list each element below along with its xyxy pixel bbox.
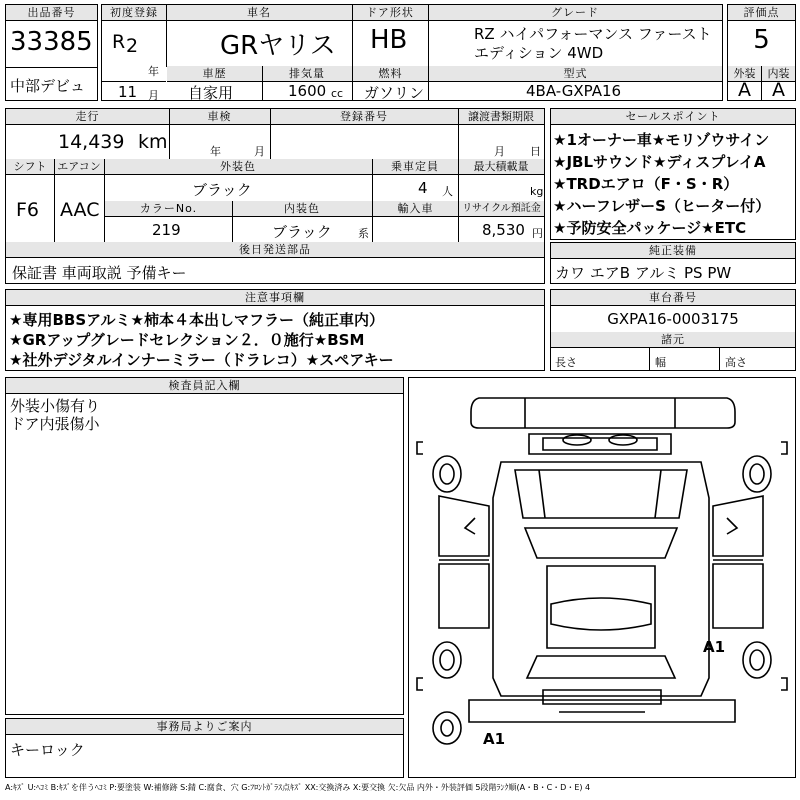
car-diagram <box>409 378 795 777</box>
history: 自家用 <box>188 84 234 102</box>
damage-mark-2: A1 <box>483 730 506 748</box>
lot-box <box>5 4 98 101</box>
transfer-month: 月 <box>494 145 505 158</box>
first-reg-label: 初度登録 <box>102 5 166 21</box>
sales-point-line-2: ★JBLサウンド★ディスプレイA <box>553 153 766 171</box>
mileage: 14,439 <box>58 131 125 153</box>
car-name-label: 車名 <box>166 5 352 21</box>
vehicle-detail-box <box>5 108 545 284</box>
reg-year: 2 <box>126 35 139 57</box>
displacement: 1600 <box>288 82 327 100</box>
ac: AAC <box>60 199 100 221</box>
chassis-label: 車台番号 <box>551 290 795 306</box>
sales-points-label: セールスポイント <box>551 109 795 125</box>
inspector-line-2: ドア内張傷小 <box>10 415 100 433</box>
ac-label: エアコン <box>54 159 104 175</box>
score: 5 <box>753 25 770 55</box>
transfer-label: 譲渡書類期限 <box>458 109 544 125</box>
inspection-label: 車検 <box>169 109 270 125</box>
capacity: 4 <box>418 179 428 197</box>
era: R <box>112 31 126 53</box>
later-parts: 保証書 車両取説 予備キー <box>12 264 187 282</box>
reg-no-label: 登録番号 <box>270 109 458 125</box>
interior-grade: A <box>772 79 785 101</box>
sales-points-box <box>550 108 796 240</box>
reg-month: 11 <box>118 83 138 101</box>
car-name: GRヤリス <box>220 31 336 61</box>
inspection-month: 月 <box>254 145 265 158</box>
inspector-line-1: 外装小傷有り <box>10 397 101 415</box>
lot-label: 出品番号 <box>6 5 97 21</box>
grade-line2: エディション 4WD <box>474 44 604 62</box>
displacement-unit: cc <box>331 87 344 100</box>
interior-label: 内装 <box>762 66 795 82</box>
note-line-3: ★社外デジタルインナーミラー（ドラレコ）★スペアキー <box>9 351 394 369</box>
exterior-label: 外装 <box>728 66 761 82</box>
notes-label: 注意事項欄 <box>6 290 544 306</box>
inspector-box <box>5 377 404 715</box>
import-label: 輸入車 <box>373 201 458 217</box>
office-text: キーロック <box>10 741 85 759</box>
office-label: 事務局よりご案内 <box>6 719 403 735</box>
recycle-fee: 8,530 <box>482 221 525 239</box>
fuel: ガソリン <box>364 84 425 102</box>
year-unit: 年 <box>148 65 159 78</box>
door-label: ドア形状 <box>352 5 428 21</box>
mileage-unit: km <box>138 131 168 153</box>
model-code: 4BA-GXPA16 <box>526 82 622 100</box>
recycle-label: リサイクル預託金 <box>459 201 544 217</box>
model-label: 型式 <box>429 66 722 82</box>
car-diagram-box <box>408 377 796 778</box>
equipment-box <box>550 242 796 284</box>
ext-color: ブラック <box>192 181 252 199</box>
legend: A:ｷｽﾞ U:ﾍｺﾐ B:ｷｽﾞを伴うﾍｺﾐ P:要塗装 W:補修跡 S:錆 C:腐食、穴 G:ﾌﾛﾝﾄｶﾞﾗｽ点ｷｽﾞ XX:交換済み X:要交換 欠:欠品 内外・外装評価 5段階ﾗﾝｸ順(A・B・C・D・E) 4 <box>5 783 591 792</box>
lot-number: 33385 <box>10 27 93 57</box>
sales-point-line-4: ★ハーフレザーS（ヒーター付） <box>553 197 771 215</box>
transfer-day: 日 <box>530 145 541 158</box>
length-label: 長さ <box>555 356 577 369</box>
note-line-1: ★専用BBSアルミ★柿本４本出しマフラー（純正車内） <box>9 311 384 329</box>
chassis-number: GXPA16-0003175 <box>607 310 739 328</box>
equipment: カワ エアB アルミ PS PW <box>555 264 732 282</box>
max-load-unit: kg <box>530 185 544 198</box>
color-no: 219 <box>152 221 181 239</box>
history-label: 車歴 <box>167 66 262 82</box>
shift-label: シフト <box>6 159 54 175</box>
notes-box <box>5 289 545 371</box>
int-color-label: 内装色 <box>232 201 372 217</box>
later-parts-label: 後日発送部品 <box>6 242 544 258</box>
score-label: 評価点 <box>728 5 795 21</box>
sales-point-line-1: ★1オーナー車★モリゾウサイン <box>553 131 770 149</box>
month-unit: 月 <box>148 89 159 102</box>
grade-label: グレード <box>428 5 722 21</box>
inspector-label: 検査員記入欄 <box>6 378 403 394</box>
displacement-label: 排気量 <box>262 66 352 82</box>
note-line-2: ★GRアップグレードセレクション２．０施行★BSM <box>9 331 365 349</box>
capacity-unit: 人 <box>442 185 453 198</box>
exterior-grade: A <box>738 79 751 101</box>
office-box <box>5 718 404 778</box>
equipment-label: 純正装備 <box>551 243 795 259</box>
int-color-unit: 系 <box>358 227 369 240</box>
color-no-label: カラーNo. <box>105 201 232 217</box>
shift: F6 <box>16 199 40 221</box>
recycle-unit: 円 <box>532 227 543 240</box>
damage-mark-1: A1 <box>703 638 726 656</box>
width-label: 幅 <box>655 356 666 369</box>
max-load-label: 最大積載量 <box>458 159 544 175</box>
ext-color-label: 外装色 <box>104 159 372 175</box>
inspection-year: 年 <box>210 145 221 158</box>
chassis-box <box>550 289 796 371</box>
fuel-label: 燃料 <box>353 66 428 82</box>
door-type: HB <box>370 25 408 55</box>
mileage-label: 走行 <box>6 109 169 125</box>
sales-point-line-5: ★予防安全パッケージ★ETC <box>553 219 747 237</box>
sales-point-line-3: ★TRDエアロ（F・S・R） <box>553 175 739 193</box>
score-box <box>727 4 796 101</box>
capacity-label: 乗車定員 <box>372 159 458 175</box>
grade-line1: RZ ハイパフォーマンス ファースト <box>474 25 712 43</box>
dims-label: 諸元 <box>551 332 795 348</box>
vehicle-header-box <box>101 4 723 101</box>
auction-name: 中部デビュ <box>10 77 86 95</box>
int-color: ブラック <box>272 223 332 241</box>
height-label: 高さ <box>725 356 747 369</box>
